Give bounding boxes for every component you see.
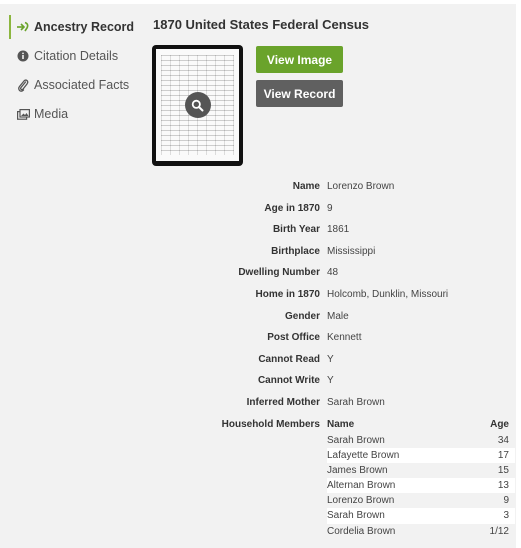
fact-value: Y xyxy=(327,353,334,365)
household-label: Household Members xyxy=(221,418,320,430)
fact-label: Cannot Read xyxy=(258,353,320,365)
household-member-age: 1/12 xyxy=(489,525,509,537)
household-row[interactable] xyxy=(327,448,515,463)
household-member-name[interactable]: Cordelia Brown xyxy=(327,525,396,537)
fact-row-name xyxy=(160,180,515,202)
household-member-age: 13 xyxy=(497,480,509,492)
media-icon xyxy=(16,107,30,121)
fact-row-dwelling-number xyxy=(160,266,515,288)
household-member-age: 34 xyxy=(497,434,509,446)
fact-label: Dwelling Number xyxy=(238,267,320,279)
household-member-age: 17 xyxy=(497,449,509,461)
household-member-name[interactable]: Sarah Brown xyxy=(327,510,385,522)
zoom-icon[interactable] xyxy=(185,92,211,118)
fact-label: Age in 1870 xyxy=(264,202,320,214)
household-row[interactable] xyxy=(327,508,515,523)
sidebar-item-associated-facts[interactable] xyxy=(9,73,139,97)
fact-row-birthplace xyxy=(160,245,515,267)
sidebar-item-label: Associated Facts xyxy=(34,78,130,92)
sidebar-item-citation-details[interactable] xyxy=(9,44,139,68)
household-row[interactable] xyxy=(327,493,515,508)
fact-label: Post Office xyxy=(267,332,320,344)
ancestry-leaf-icon xyxy=(16,20,30,34)
fact-value: 1861 xyxy=(327,224,350,236)
fact-value: Male xyxy=(327,310,349,322)
household-row[interactable] xyxy=(327,433,515,448)
household-row[interactable] xyxy=(327,524,515,539)
fact-value: 48 xyxy=(327,267,339,279)
household-member-name[interactable]: James Brown xyxy=(327,464,388,476)
household-row[interactable] xyxy=(327,478,515,493)
fact-row-birth-year xyxy=(160,223,515,245)
census-image-preview xyxy=(156,49,239,161)
fact-value: Sarah Brown xyxy=(327,396,385,408)
sidebar-item-label: Citation Details xyxy=(34,49,119,63)
household-member-name[interactable]: Lorenzo Brown xyxy=(327,495,395,507)
view-record-button[interactable]: View Record xyxy=(256,80,343,107)
fact-row-home xyxy=(160,288,515,310)
household-table xyxy=(327,418,515,539)
fact-label: Birthplace xyxy=(271,245,320,257)
fact-row-age xyxy=(160,202,515,224)
fact-row-inferred-mother xyxy=(160,396,515,418)
info-icon xyxy=(16,49,30,63)
fact-row-cannot-write xyxy=(160,374,515,396)
fact-value: Mississippi xyxy=(327,245,376,257)
fact-label: Cannot Write xyxy=(257,375,320,387)
household-members xyxy=(160,418,515,539)
fact-row-cannot-read xyxy=(160,353,515,375)
household-member-age: 15 xyxy=(497,464,509,476)
household-member-name[interactable]: Alternan Brown xyxy=(327,480,396,492)
fact-label: Gender xyxy=(284,310,320,322)
sidebar xyxy=(9,15,139,131)
paperclip-icon xyxy=(16,78,30,92)
census-image-thumbnail[interactable] xyxy=(152,45,243,166)
record-facts xyxy=(160,180,515,539)
fact-value: Kennett xyxy=(327,332,362,344)
fact-value: Lorenzo Brown xyxy=(327,181,395,192)
sidebar-item-ancestry-record[interactable] xyxy=(9,15,139,39)
fact-label: Home in 1870 xyxy=(255,288,320,300)
fact-value: Holcomb, Dunklin, Missouri xyxy=(327,288,449,300)
view-image-button[interactable]: View Image xyxy=(256,46,343,73)
household-member-name[interactable]: Sarah Brown xyxy=(327,434,385,446)
fact-label: Birth Year xyxy=(272,224,320,236)
household-member-age: 3 xyxy=(503,510,509,522)
household-col-name: Name xyxy=(327,418,355,430)
fact-label: Inferred Mother xyxy=(246,396,320,408)
sidebar-item-label: Media xyxy=(34,107,69,121)
household-member-age: 9 xyxy=(503,495,509,507)
fact-value: 9 xyxy=(327,202,333,214)
fact-value: Y xyxy=(327,375,334,387)
household-header xyxy=(327,418,515,433)
household-member-name[interactable]: Lafayette Brown xyxy=(327,449,400,461)
household-row[interactable] xyxy=(327,463,515,478)
household-col-age: Age xyxy=(490,418,509,430)
record-title: 1870 United States Federal Census xyxy=(153,17,370,32)
fact-row-post-office xyxy=(160,331,515,353)
sidebar-item-media[interactable] xyxy=(9,102,139,126)
sidebar-item-label: Ancestry Record xyxy=(34,20,135,34)
fact-label: Name xyxy=(292,181,320,192)
fact-row-gender xyxy=(160,310,515,332)
